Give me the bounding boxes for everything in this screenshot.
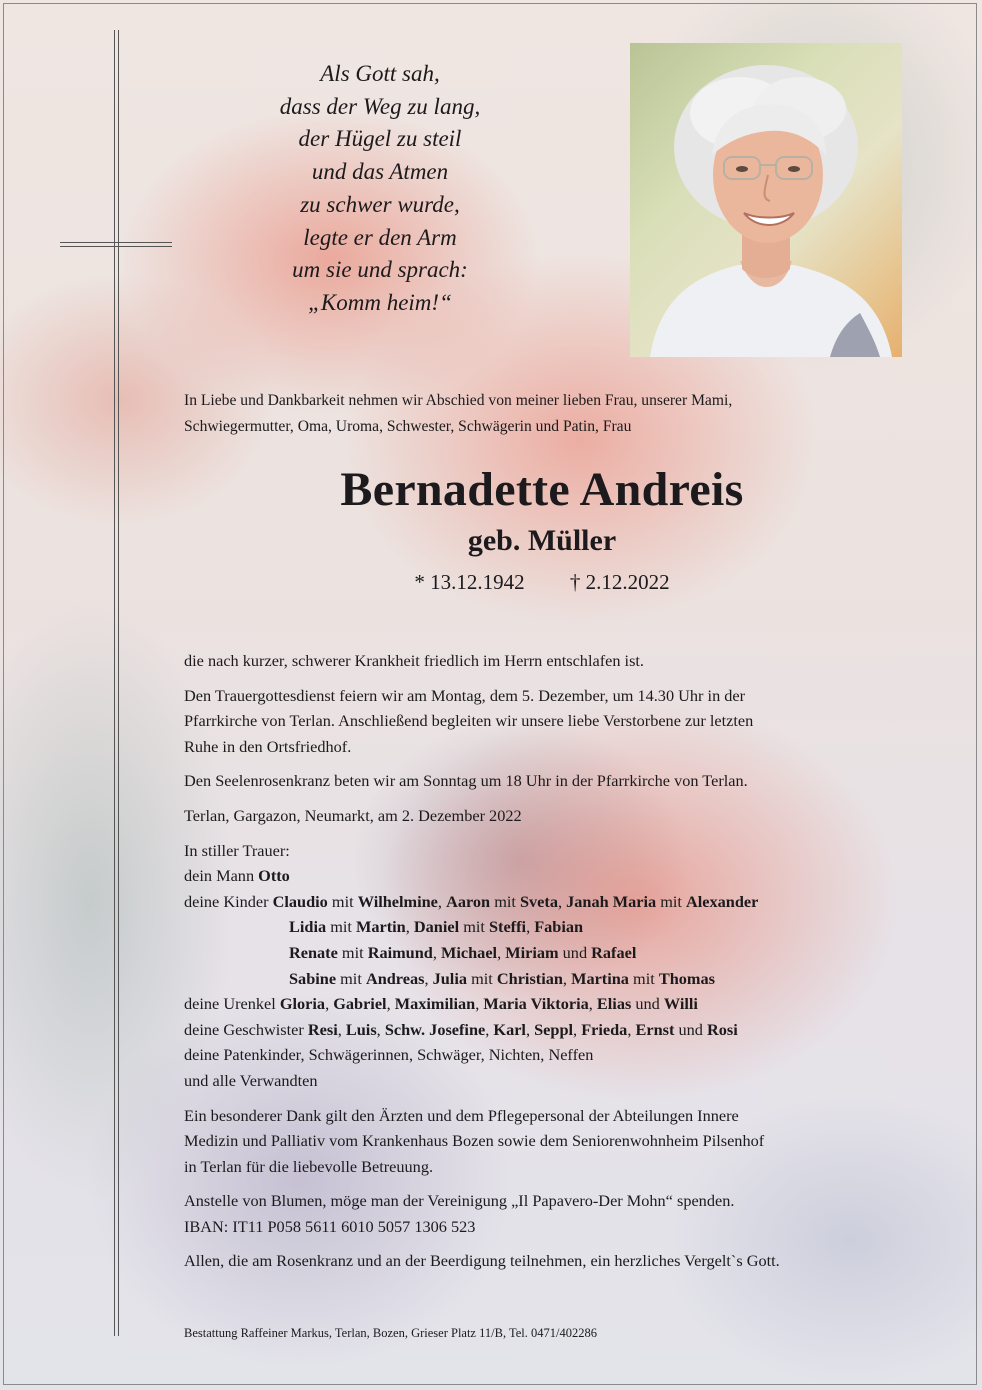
mourner-name: Claudio <box>272 891 328 911</box>
mourner-name: Gloria <box>279 994 326 1014</box>
mourner-name: Ernst <box>635 1019 675 1039</box>
connector: mit <box>660 891 682 911</box>
mourner-name: Andreas <box>365 968 425 988</box>
connector: , <box>475 994 480 1014</box>
closing-text: Allen, die am Rosenkranz und an der Beerdigung teilnehmen, ein herzliches Vergelt`s Gott. <box>184 1251 780 1271</box>
mourner-name: Josefine <box>429 1019 486 1039</box>
deceased-name: Bernadette Andreis <box>340 463 744 516</box>
intro-line: In Liebe und Dankbarkeit nehmen wir Abschied von meiner lieben Frau, unserer Mami, <box>184 392 733 409</box>
obituary-body <box>184 648 909 1283</box>
intro-text <box>184 388 924 440</box>
mourner-name: Raimund <box>367 942 433 962</box>
connector: , <box>557 891 563 911</box>
poem-line: legte er den Arm <box>303 224 457 250</box>
mourners-heading: In stiller Trauer: <box>184 840 290 860</box>
poem-line: „Komm heim!“ <box>308 289 452 315</box>
thanks-text <box>184 1103 909 1180</box>
connector: , <box>485 1019 490 1039</box>
mourner-name: Martin <box>355 917 406 937</box>
connector: , <box>337 1019 342 1039</box>
mourner-name: Sveta <box>519 891 558 911</box>
maiden-name: geb. Müller <box>467 524 617 557</box>
cross-icon <box>114 30 119 1336</box>
donation-text <box>184 1188 909 1239</box>
mourner-row <box>184 863 909 889</box>
iban: IBAN: IT11 P058 5611 6010 5057 1306 523 <box>184 1216 476 1236</box>
mourner-name: Christian <box>496 968 563 988</box>
connector: , <box>526 917 531 937</box>
connector: , <box>588 994 593 1014</box>
connector: , <box>573 1019 578 1039</box>
mourner-name: Michael <box>441 942 498 962</box>
poem-line: um sie und sprach: <box>292 257 468 283</box>
mourner-name: Rafael <box>591 942 637 962</box>
thanks-line: in Terlan für die liebevolle Betreuung. <box>184 1156 434 1176</box>
mourner-name: Seppl <box>534 1019 574 1039</box>
mourner-name: Fabian <box>534 917 584 937</box>
connector: mit <box>331 891 354 911</box>
connector: , <box>627 1019 632 1039</box>
connector: , <box>386 994 391 1014</box>
mourner-label: deine Urenkel <box>184 994 276 1014</box>
mourner-label: dein Mann <box>184 866 255 886</box>
mourner-name: Steffi <box>488 917 527 937</box>
mourner-name: Karl <box>493 1019 526 1039</box>
connector: mit <box>471 968 493 988</box>
mourner-name: Elias <box>596 994 632 1014</box>
service-line: Ruhe in den Ortsfriedhof. <box>184 736 352 756</box>
poem-line: dass der Weg zu lang, <box>279 93 481 119</box>
mourner-name: Sabine <box>289 968 337 988</box>
mourner-name: Alexander <box>686 891 759 911</box>
death-date: † 2.12.2022 <box>569 570 670 594</box>
rosary-info: Den Seelenrosenkranz beten wir am Sonntag um 18 Uhr in der Pfarrkirche von Terlan. <box>184 771 748 791</box>
mourner-name: Julia <box>432 968 467 988</box>
mourner-row <box>184 889 909 915</box>
mourner-name: Rosi <box>706 1019 738 1039</box>
cross-beam <box>60 242 172 247</box>
connector: und <box>635 994 660 1014</box>
mourner-name: Maximilian <box>394 994 476 1014</box>
mourner-name: Miriam <box>505 942 559 962</box>
thanks-line: Medizin und Palliativ vom Krankenhaus Bozen sowie dem Seniorenwohnheim Pilsenhof <box>184 1131 765 1151</box>
connector: mit <box>633 968 655 988</box>
mourner-name: Janah Maria <box>566 891 657 911</box>
connector: , <box>562 968 567 988</box>
mourner-name: Resi <box>307 1019 338 1039</box>
mourner-name: Martina <box>571 968 629 988</box>
service-line: Pfarrkirche von Terlan. Anschließend begleiten wir unsere liebe Verstorbene zur letzten <box>184 711 754 731</box>
mourner-name: Maria Viktoria <box>483 994 589 1014</box>
mourner-row <box>184 966 909 992</box>
connector: mit <box>330 917 352 937</box>
mourner-name: Luis <box>345 1019 377 1039</box>
connector: , <box>376 1019 381 1039</box>
mourner-name: Daniel <box>413 917 460 937</box>
mourner-row: deine Patenkinder, Schwägerinnen, Schwäger, Nichten, Neffen <box>184 1045 594 1065</box>
funeral-home-footer: Bestattung Raffeiner Markus, Terlan, Bozen, Grieser Platz 11/B, Tel. 0471/402286 <box>184 1326 597 1340</box>
connector: , <box>525 1019 531 1039</box>
mourner-name: Frieda <box>581 1019 628 1039</box>
death-note: die nach kurzer, schwerer Krankheit friedlich im Herrn entschlafen ist. <box>184 651 645 670</box>
connector: , <box>432 942 437 962</box>
poem <box>200 58 560 320</box>
donation-line: Anstelle von Blumen, möge man der Vereinigung „Il Papavero-Der Mohn“ spenden. <box>184 1191 735 1211</box>
mourner-row <box>184 914 909 940</box>
service-info <box>184 683 909 760</box>
poem-line: der Hügel zu steil <box>298 126 462 152</box>
connector: mit <box>341 942 364 962</box>
mourner-name: Renate <box>289 942 338 962</box>
thanks-line: Ein besonderer Dank gilt den Ärzten und dem Pflegepersonal der Abteilungen Innere <box>184 1105 739 1125</box>
portrait-photo <box>630 43 902 357</box>
mourner-name: Otto <box>258 866 290 886</box>
mourner-name: Wilhelmine <box>357 891 438 911</box>
connector: , <box>424 968 429 988</box>
connector: mit <box>340 968 362 988</box>
service-line: Den Trauergottesdienst feiern wir am Montag, dem 5. Dezember, um 14.30 Uhr in der <box>184 685 746 705</box>
connector: und <box>562 942 588 962</box>
connector: und <box>678 1019 703 1039</box>
portrait-illustration <box>630 43 902 357</box>
mourner-label: deine Kinder <box>184 891 269 911</box>
mourner-name: Gabriel <box>333 994 387 1014</box>
mourner-row <box>184 1017 909 1043</box>
mourner-row: und alle Verwandten <box>184 1070 318 1090</box>
mourner-label: deine Geschwister <box>184 1019 304 1039</box>
mourner-row <box>184 991 909 1017</box>
connector: mit <box>494 891 516 911</box>
intro-line: Schwiegermutter, Oma, Uroma, Schwester, Schwägerin und Patin, Frau <box>184 418 632 435</box>
connector: , <box>497 942 502 962</box>
mourner-name: Lidia <box>289 917 327 937</box>
poem-line: und das Atmen <box>311 159 449 185</box>
mourner-row <box>184 940 909 966</box>
place-date: Terlan, Gargazon, Neumarkt, am 2. Dezember 2022 <box>184 805 522 825</box>
connector: , <box>437 891 442 911</box>
connector: , <box>325 994 330 1014</box>
birth-date: * 13.12.1942 <box>414 570 525 594</box>
mourner-name: Willi <box>663 994 698 1014</box>
poem-line: Als Gott sah, <box>320 61 440 86</box>
mourner-name: Aaron <box>446 891 491 911</box>
mourners-list <box>184 838 909 1094</box>
connector: mit <box>463 917 485 937</box>
life-dates <box>184 570 900 595</box>
mourner-name: Schw. <box>384 1019 426 1039</box>
poem-line: zu schwer wurde, <box>300 191 460 217</box>
connector: , <box>405 917 410 937</box>
mourner-name: Thomas <box>658 968 715 988</box>
